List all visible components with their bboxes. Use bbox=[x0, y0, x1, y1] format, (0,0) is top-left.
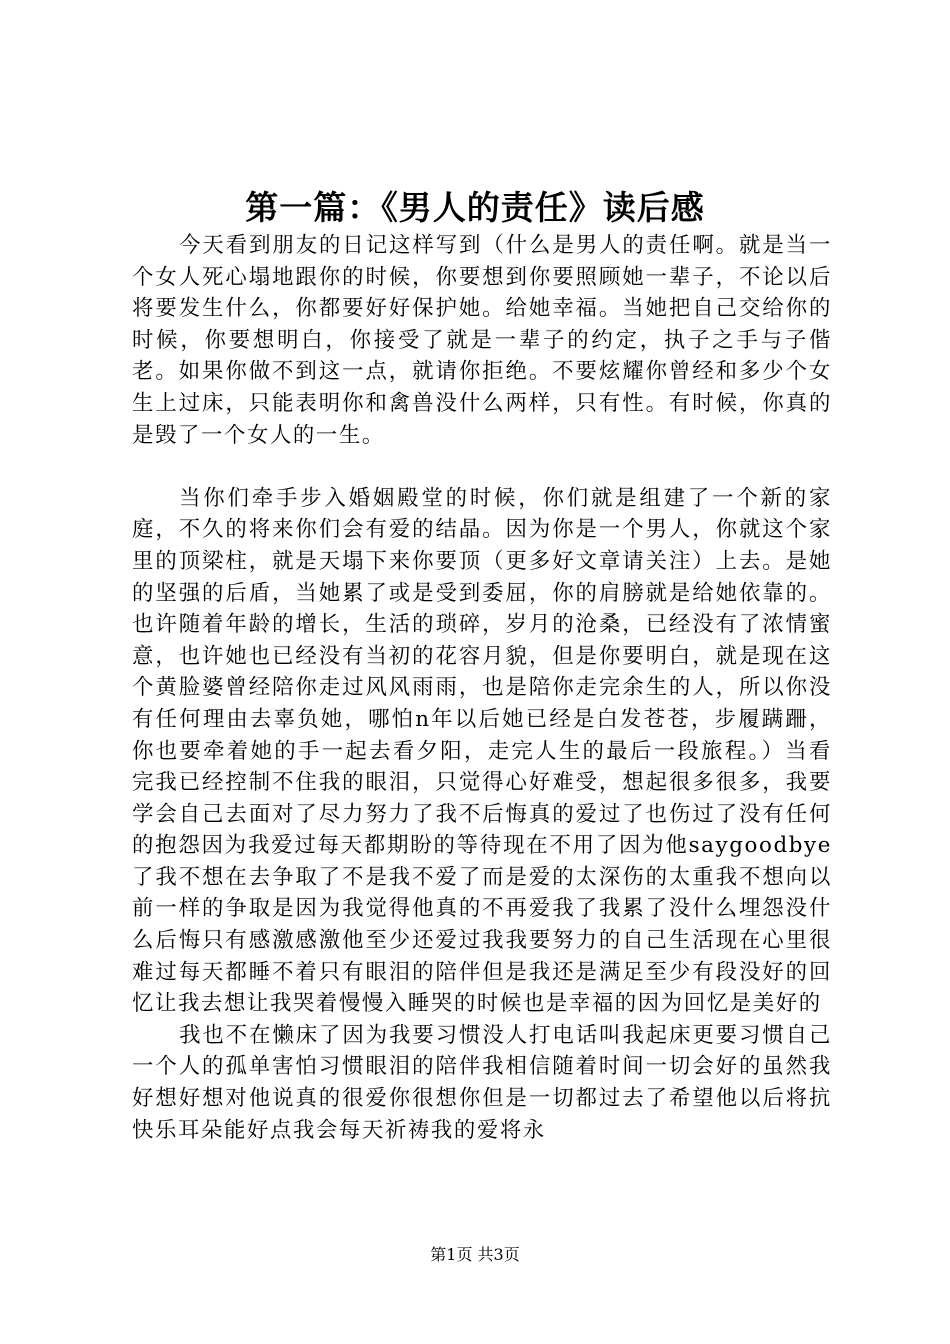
paragraph-3: 我也不在懒床了因为我要习惯没人打电话叫我起床更要习惯自己一个人的孤单害怕习惯眼泪的陪伴我相信随着时间一切会好的虽然我好想好想对他说真的很爱你很想你但是一切都过去了希望他以后将抗快乐耳朵能好点我会每天祈祷我的爱将永 bbox=[132, 1022, 832, 1143]
paragraph-1: 今天看到朋友的日记这样写到（什么是男人的责任啊。就是当一个女人死心塌地跟你的时候，你要想到你要照顾她一辈子，不论以后将要发生什么，你都要好好保护她。给她幸福。当她把自己交给你的时候，你要想明白，你接受了就是一辈子的约定，执子之手与子偕老。如果你做不到这一点，就请你拒绝。不要炫耀你曾经和多少个女生上过床，只能表明你和禽兽没什么两样，只有性。有时候，你真的是毁了一个女人的一生。 bbox=[132, 233, 832, 448]
document-title: 第一篇：《男人的责任》读后感 bbox=[245, 188, 705, 227]
document-body bbox=[132, 230, 832, 1146]
paragraph-2: 当你们牵手步入婚姻殿堂的时候，你们就是组建了一个新的家庭，不久的将来你们会有爱的结晶。因为你是一个男人，你就这个家里的顶梁柱，就是天塌下来你要顶（更多好文章请关注）上去。是她的坚强的后盾，当她累了或是受到委屈，你的肩膀就是给她依靠的。也许随着年龄的增长，生活的琐碎，岁月的沧桑，已经没有了浓情蜜意，也许她也已经没有当初的花容月貌，但是你要明白，就是现在这个黄脸婆曾经陪你走过风风雨雨，也是陪你走完余生的人，所以你没有任何理由去辜负她，哪怕n年以后她已经是白发苍苍，步履蹒跚，你也要牵着她的手一起去看夕阳，走完人生的最后一段旅程。）当看完我已经控制不住我的眼泪，只觉得心好难受，想起很多很多，我要学会自己去面对了尽力努力了我不后悔真的爱过了也伤过了没有任何的抱怨因为我爱过每天都期盼的等待现在不用了因为他saygoodbye了我不想在去争取了不是我不爱了而是爱的太深伤的太重我不想向以前一样的争取是因为我觉得他真的不再爱我了我累了没什么埋怨没什么后悔只有感激感激他至少还爱过我我要努力的自己生活现在心里很难过每天都睡不着只有眼泪的陪伴但是我还是满足至少有段没好的回忆让我去想让我哭着慢慢入睡哭的时候也是幸福的因为回忆是美好的 bbox=[132, 485, 832, 1017]
page-number-footer: 第1页 共3页 bbox=[430, 1245, 520, 1264]
